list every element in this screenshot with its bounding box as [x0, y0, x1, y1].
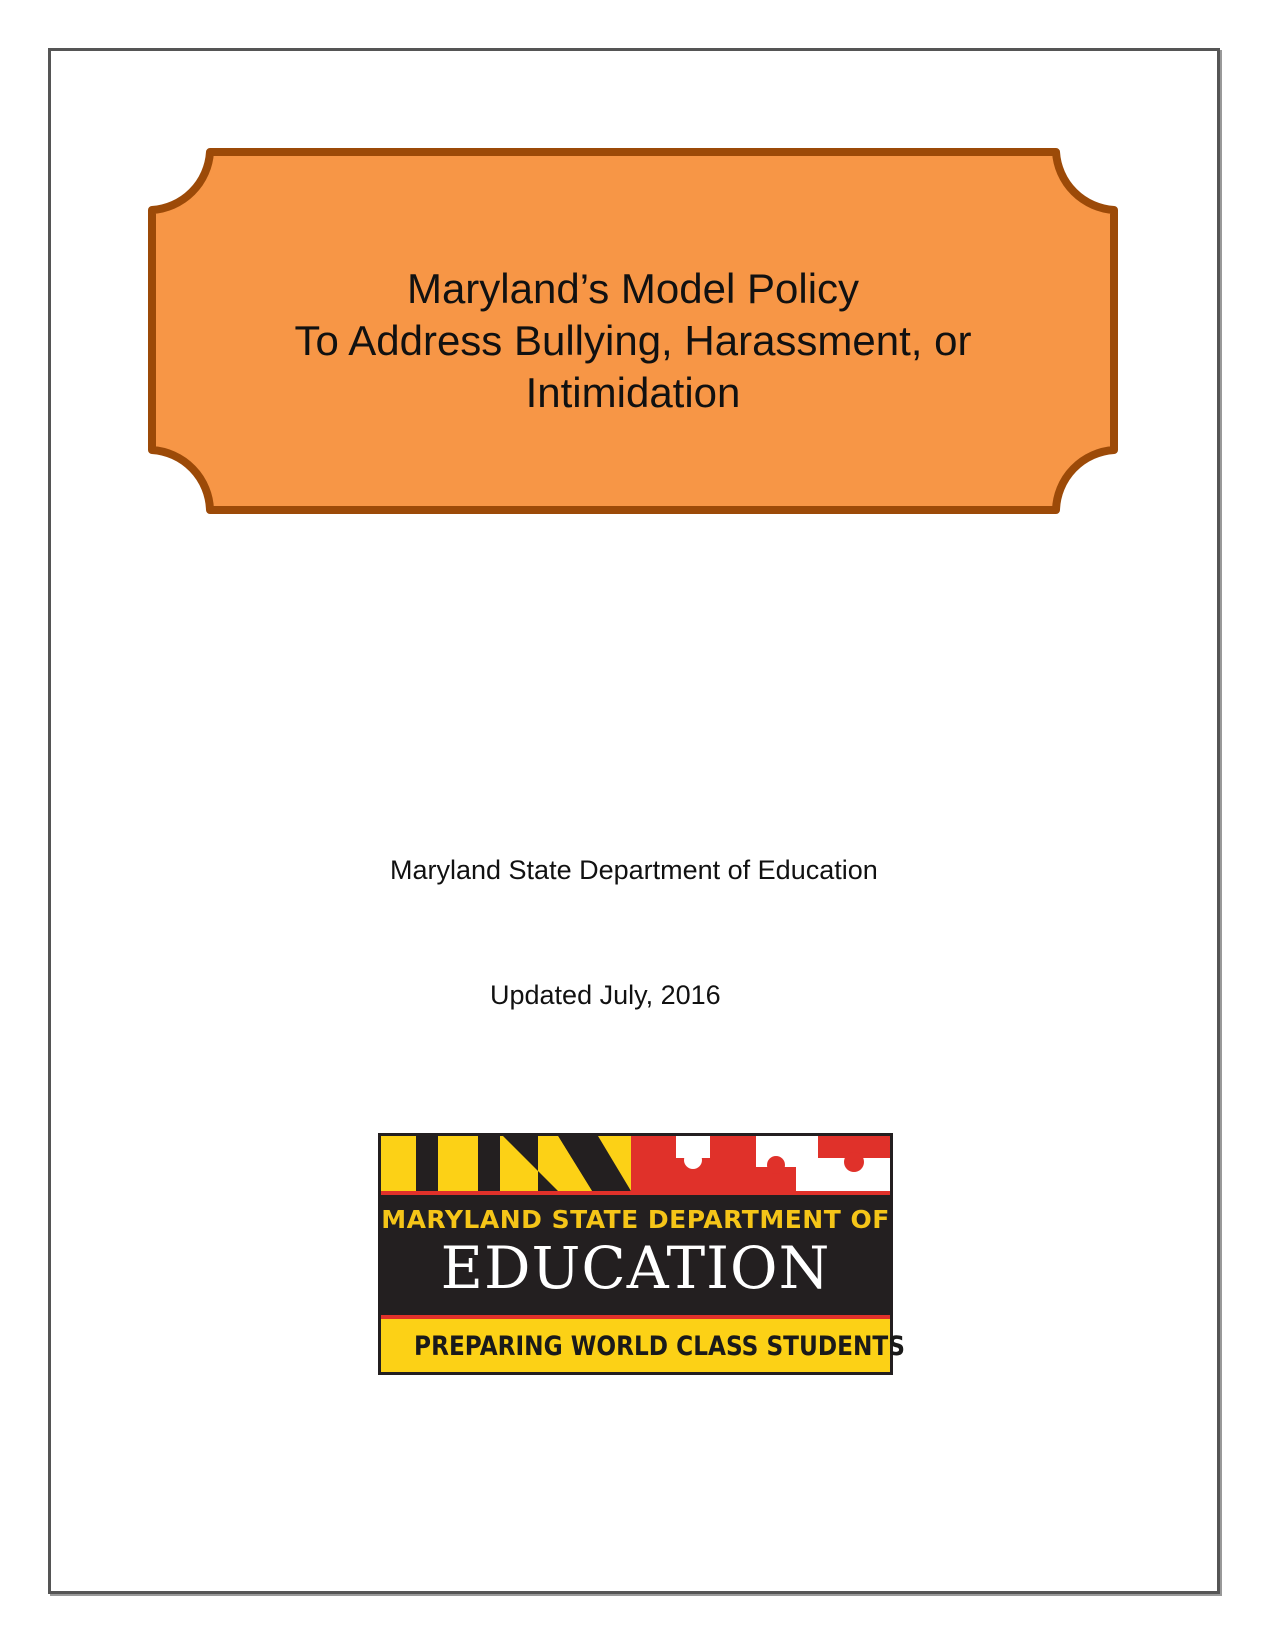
title-line-2: To Address Bullying, Harassment, or [294, 317, 972, 364]
organization-name: Maryland State Department of Education [390, 855, 878, 885]
logo-text-tagline: PREPARING WORLD CLASS STUDENTS [414, 1331, 906, 1362]
document-title [258, 263, 1008, 419]
updated-date: Updated July, 2016 [490, 980, 721, 1010]
title-line-3: Intimidation [525, 369, 741, 416]
logo-text-department: MARYLAND STATE DEPARTMENT OF [381, 1205, 890, 1234]
msde-logo [378, 1133, 906, 1375]
title-line-1: Maryland’s Model Policy [406, 265, 860, 312]
logo-text-education: EDUCATION [440, 1234, 831, 1302]
title-plaque [148, 148, 1118, 542]
